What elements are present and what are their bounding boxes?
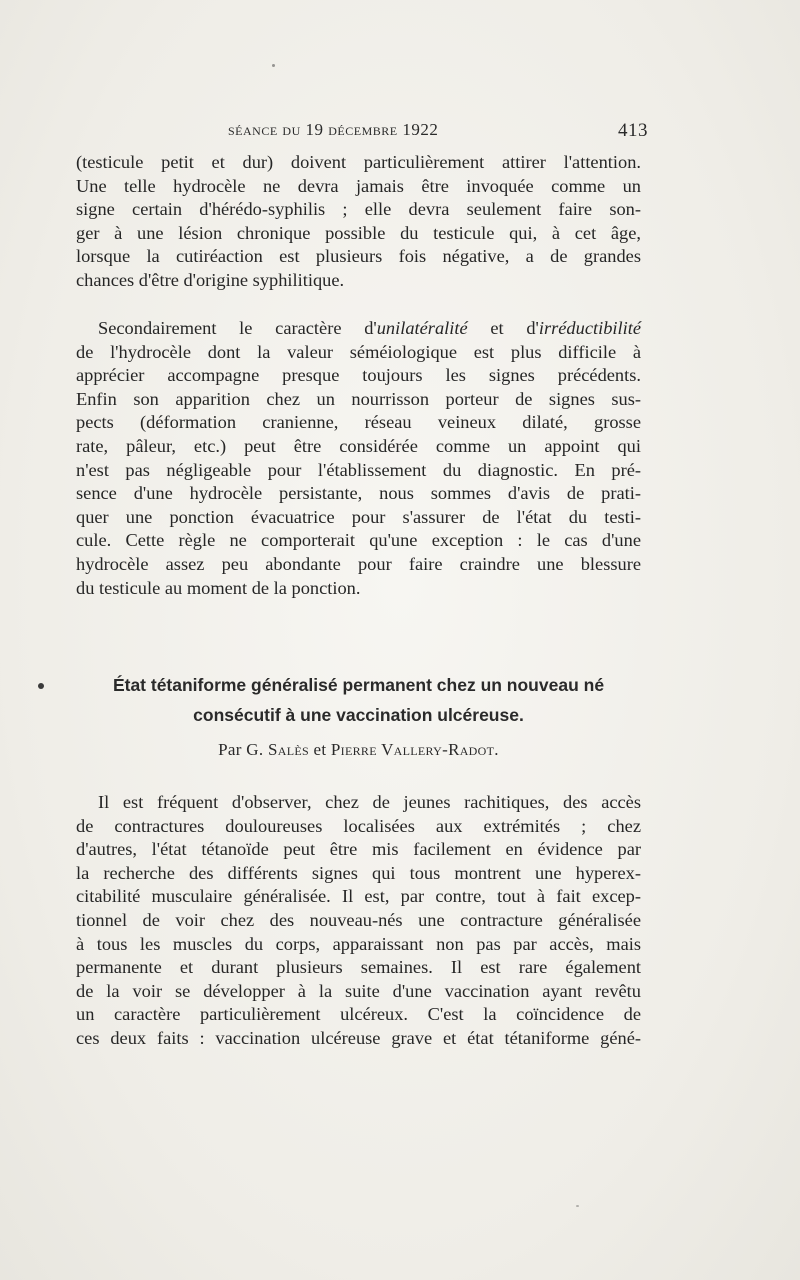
text-line: d'autres, l'état tétanoïde peut être mis facilement en évidence par [76,839,641,860]
text-line: signe certain d'hérédo-syphilis ; elle devra seulement faire son- [76,199,641,220]
text-line: permanente et durant plusieurs semaines. Il est rare également [76,957,641,978]
text-line: Enfin son apparition chez un nourrisson porteur de signes sus- [76,388,641,409]
text-line: un caractère particulièrement ulcéreux. C'est la coïncidence de [76,1004,641,1025]
text-line: n'est pas négligeable pour l'établissement du diagnostic. En pré- [76,459,641,480]
author-sales: Salès [267,740,309,759]
text-line: cule. Cette règle ne comporterait qu'une exception : le cas d'une [76,530,641,551]
text-run: Secondairement le caractère d' [98,318,377,338]
text-line: apprécier accompagne presque toujours les signes précédents. [76,365,641,386]
text-line: ger à une lésion chronique possible du testicule qui, à cet âge, [76,222,641,243]
speck-mark [272,64,275,67]
byline-et: et [308,740,331,759]
paragraph-article-body [76,791,641,1051]
page-number: 413 [618,120,648,141]
text-line: hydrocèle assez peu abondante pour faire craindre une blessure [76,553,641,574]
text-line: à tous les muscles du corps, apparaissant non pas par accès, mais [76,933,641,954]
text-line: la recherche des différents signes qui tous montrent une hyperex- [76,862,641,883]
bullet-mark [38,683,44,689]
running-title: séance du 19 décembre 1922 [228,120,439,139]
paragraph-hydrocele-signs [76,317,641,600]
text-line: pects (déformation cranienne, réseau veineux dilaté, grosse [76,412,641,433]
text-line: ces deux faits : vaccination ulcéreuse grave et état tétaniforme géné- [76,1027,641,1048]
text-line-first [76,317,641,341]
text-line: citabilité musculaire généralisée. Il est, par contre, tout à fait excep- [76,886,641,907]
text-line: (testicule petit et dur) doivent particulièrement attirer l'attention. [76,152,641,172]
text-line: tionnel de voir chez des nouveau-nés une contracture généralisée [76,909,641,930]
text-line: de la voir se développer à la suite d'une vaccination ayant revêtu [76,980,641,1001]
text-run: et d' [467,318,539,338]
text-line: de contractures douloureuses localisées aux extrémités ; chez [76,815,641,836]
running-header [228,120,648,140]
article-title-line-2: consécutif à une vaccination ulcéreuse. [193,705,524,725]
text-line: Une telle hydrocèle ne devra jamais être invoquée comme un [76,175,641,196]
text-line: de l'hydrocèle dont la valeur séméiologique est plus difficile à [76,341,641,362]
byline-end: . [494,740,499,759]
text-line: rate, pâleur, etc.) peut être considérée comme un appoint qui [76,435,641,456]
text-line: lorsque la cutiréaction est plusieurs fois négative, a de grandes [76,246,641,267]
text-line: quer une ponction évacuatrice pour s'assurer de l'état du testi- [76,506,641,527]
speck-mark [576,1205,579,1207]
italic-term: unilatéralité [376,318,468,338]
text-line: sence d'une hydrocèle persistante, nous sommes d'avis de prati- [76,483,641,504]
text-line: Il est fréquent d'observer, chez de jeunes rachitiques, des accès [98,792,641,812]
paragraph-continuation [76,151,641,293]
article-title-line-1: État tétaniforme généralisé permanent chez un nouveau né [112,675,605,695]
byline-par: Par G. [218,740,268,759]
article-byline [76,740,641,760]
author-vallery-radot: Pierre Vallery-Radot [330,740,495,759]
text-line: chances d'être d'origine syphilitique. [76,269,345,290]
italic-term: irréductibilité [538,318,641,338]
text-line: du testicule au moment de la ponction. [76,577,361,598]
